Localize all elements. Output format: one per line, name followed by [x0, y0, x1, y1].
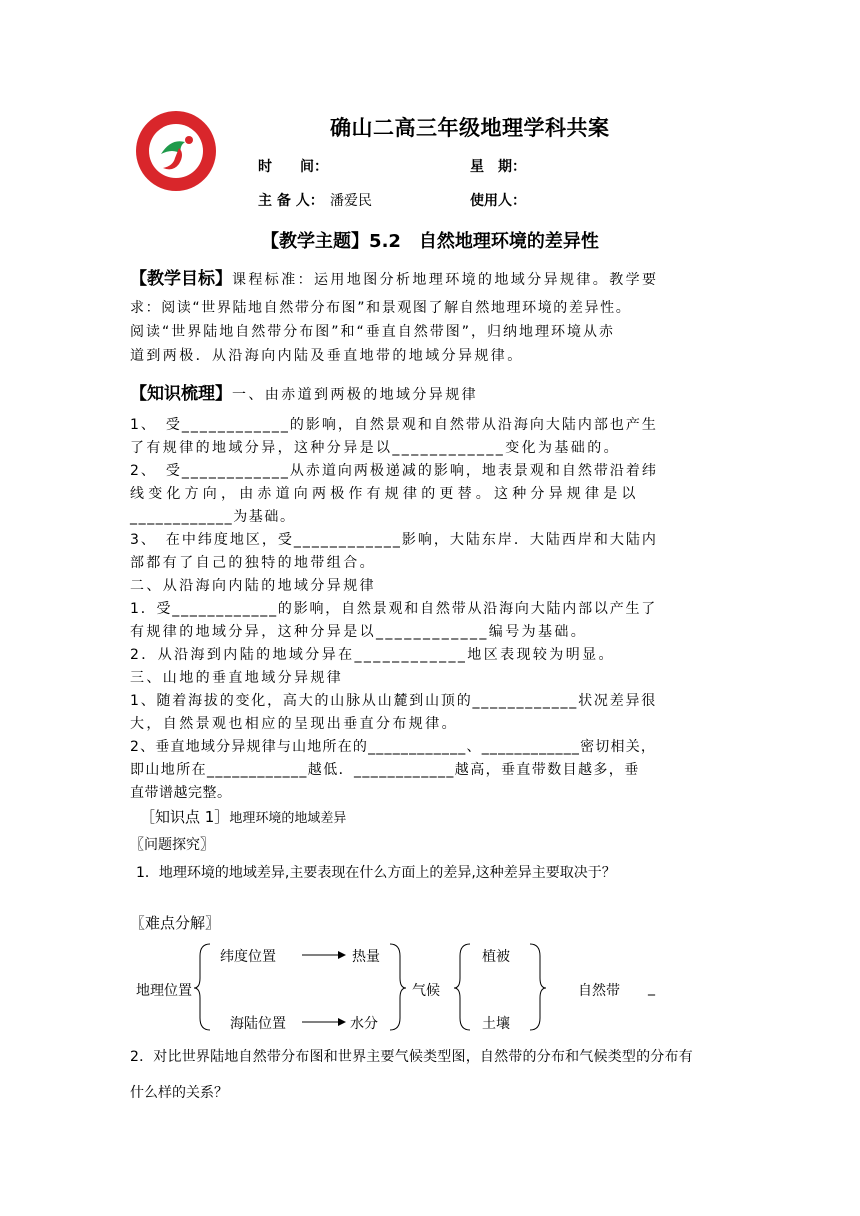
knowledge-heading: 【知识梳理】 — [130, 384, 232, 404]
knowledge-line-4: ____________为基础。 — [130, 509, 296, 525]
diagram-root: 地理位置 — [136, 983, 192, 999]
knowledge-point-1-text: 地理环境的地域差异 — [229, 811, 347, 826]
knowledge-line-16: 直带谱越完整。 — [130, 785, 232, 801]
question-2-line-1: 什么样的关系？ — [130, 1085, 228, 1101]
problem-explore-heading: 〖问题探究〗 — [130, 837, 214, 853]
question-2-line-0: 2．对比世界陆地自然带分布图和世界主要气候类型图，自然带的分布和气候类型的分布有 — [130, 1049, 693, 1065]
goals-line-1: 求：阅读“世界陆地自然带分布图”和景观图了解自然地理环境的差异性。 — [130, 300, 632, 316]
time-label: 时 间： — [258, 159, 328, 175]
knowledge-line-6: 部都有了自己的独特的地带组合。 — [130, 555, 376, 571]
knowledge-line-8: 1．受____________的影响，自然景观和自然带从沿海向大陆内部以产生了 — [130, 601, 658, 617]
knowledge-line-11: 三、山地的垂直地域分异规律 — [130, 670, 344, 686]
knowledge-line-0: 1、 受____________的影响，自然景观和自然带从沿海向大陆内部也产生 — [130, 417, 658, 433]
knowledge-line-12: 1、随着海拔的变化，高大的山脉从山麓到山顶的____________状况差异很 — [130, 693, 658, 709]
goals-line-3: 道到两极．从沿海向内陆及垂直地带的地域分异规律。 — [130, 348, 524, 364]
preparer-value: 潘爱民 — [330, 193, 372, 209]
diagram-soil: 土壤 — [482, 1016, 510, 1032]
knowledge-line-14: 2、垂直地域分异规律与山地所在的____________、____________密切相关， — [130, 739, 657, 755]
diagram-veg: 植被 — [482, 949, 510, 965]
diagram-zone: 自然带 — [578, 983, 620, 999]
knowledge-line-7: 二、从沿海向内陆的地域分异规律 — [130, 578, 376, 594]
knowledge-line-1: 了有规律的地域分异，这种分异是以____________变化为基础的。 — [130, 440, 620, 456]
question-1: 1．地理环境的地域差异,主要表现在什么方面上的差异,这种差异主要取决于？ — [136, 865, 616, 881]
diagram-tail: _ — [648, 980, 655, 996]
knowledge-line-intro: 【知识梳理】一、由赤道到两极的地域分异规律 — [130, 384, 478, 404]
difficulty-heading: 〖难点分解〗 — [130, 914, 221, 932]
diagram-water: 水分 — [350, 1016, 378, 1032]
knowledge-line-9: 有规律的地域分异，这种分异是以____________编号为基础。 — [130, 624, 588, 640]
page-title: 确山二高三年级地理学科共案 — [330, 116, 610, 140]
knowledge-point-1-label: ［知识点 1］ — [140, 808, 230, 826]
lesson-subtitle: 【教学主题】5.2 自然地理环境的差异性 — [261, 231, 599, 252]
knowledge-line-15: 即山地所在____________越低．____________越高，垂直带数目越多，垂 — [130, 762, 640, 778]
goals-heading: 【教学目标】 — [130, 269, 232, 289]
knowledge-line-10: 2．从沿海到内陆的地域分异在____________地区表现较为明显。 — [130, 647, 615, 663]
diagram-heat: 热量 — [352, 949, 380, 965]
preparer-label: 主 备 人： — [258, 193, 324, 209]
goals-line-2: 阅读“世界陆地自然带分布图”和“垂直自然带图”，归纳地理环境从赤 — [130, 324, 616, 340]
diagram-sea: 海陆位置 — [230, 1016, 286, 1032]
user-label: 使用人： — [470, 193, 526, 209]
knowledge-line-13: 大，自然景观也相应的呈现出垂直分布规律。 — [130, 716, 458, 732]
goals-line-0: 【教学目标】课程标准：运用地图分析地理环境的地域分异规律。教学要 — [130, 269, 659, 289]
week-label: 星 期： — [470, 159, 526, 175]
knowledge-line-3: 线变化方向，由赤道向两极作有规律的更替。这种分异规律是以 — [130, 486, 640, 502]
diagram-lat: 纬度位置 — [220, 949, 276, 965]
diagram-climate: 气候 — [412, 983, 440, 999]
knowledge-line-2: 2、 受____________从赤道向两极递减的影响，地表景观和自然带沿着纬 — [130, 463, 658, 479]
knowledge-line-5: 3、 在中纬度地区，受____________影响，大陆东岸．大陆西岸和大陆内 — [130, 532, 658, 548]
